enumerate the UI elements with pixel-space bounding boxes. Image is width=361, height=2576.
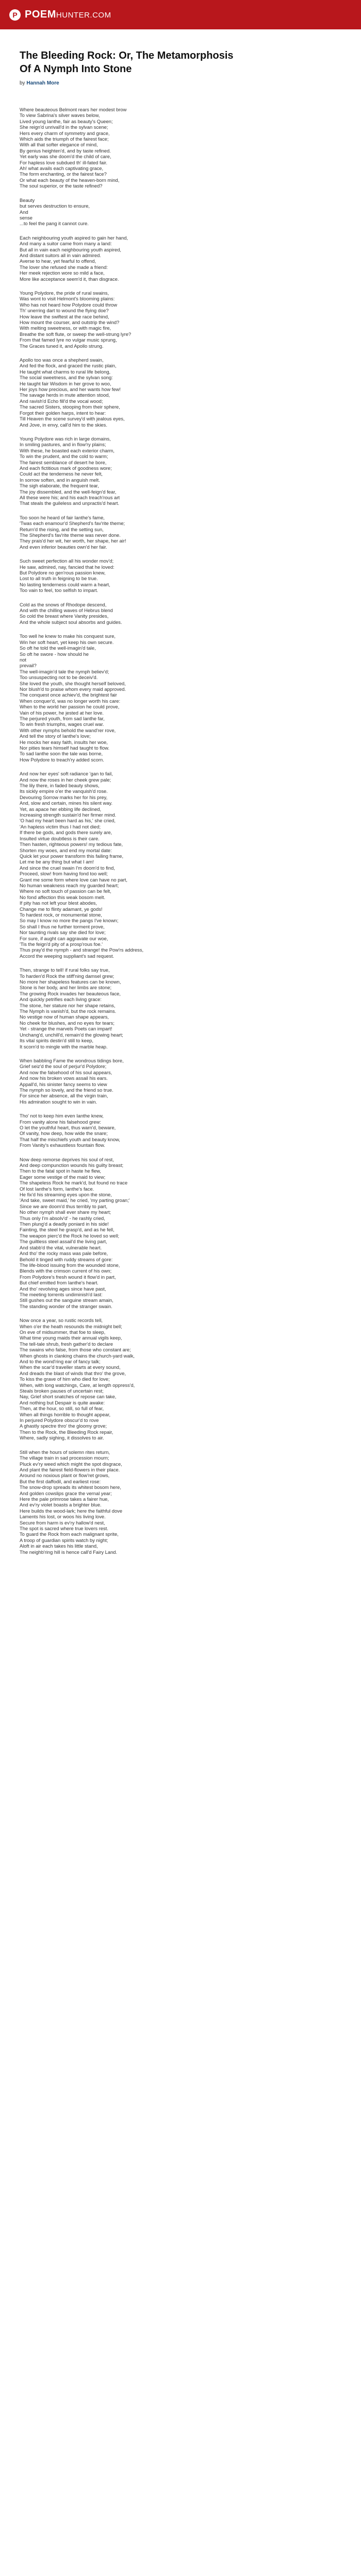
poem-line: Then, at the hour, so still, so full of fear, — [20, 1405, 104, 1412]
poem-line: 'O had my heart been hard as his,' she cried, — [20, 818, 116, 824]
poem-line: No vestige now of human shape appears, — [20, 1014, 109, 1020]
poem-line: The sigh elaborate, the frequent tear, — [20, 483, 99, 489]
stanza — [20, 197, 341, 227]
poem-line: Devouring Sorrow marks her for his prey, — [20, 794, 108, 800]
poem-line: Still gushes out the sanguine stream amain, — [20, 1297, 113, 1303]
poem-line: The spot is sacred where true lovers rest. — [20, 1525, 108, 1531]
poem-line: If pity has not left your blest abodes, — [20, 900, 97, 906]
poem-line: And since the cruel swain I'm doom'd to find, — [20, 865, 115, 871]
poem-line: Young Polydore was rich in large domains, — [20, 435, 111, 442]
poem-line: Could act the tenderness he never felt, — [20, 471, 103, 477]
poem-line: ...to feel the pang it cannot cure. — [20, 221, 89, 227]
poem-line: 'Tis the feign'd pity of a prosp'rous foe.' — [20, 941, 103, 947]
poem-line: Still when the hours of solemn rites return, — [20, 1449, 110, 1455]
poem-line: Its vital spirits destin'd still to keep, — [20, 1038, 93, 1044]
poem-line: When o'er the heath resounds the midnight bell; — [20, 1323, 122, 1329]
poem-line: Averse to hear, yet fearful to offend, — [20, 258, 96, 264]
poem-line: To kiss the grave of him who died for love; — [20, 1376, 110, 1382]
poem-line: No human weakness reach my guarded heart; — [20, 882, 119, 888]
poem-line: The neighb'ring hill is hence call'd Fairy Land. — [20, 1549, 118, 1555]
poem-line: He fix'd his streaming eyes upon the stone, — [20, 1192, 112, 1198]
poem-line: Too well he knew to make his conquest sure, — [20, 633, 116, 639]
poem-line: Then to the Rock, the Bleeding Rock repair, — [20, 1429, 113, 1435]
poem-line: So cold the breast where Vanity presides, — [20, 613, 109, 619]
poem-line: And now his broken vows assail his ears. — [20, 1075, 108, 1081]
poem-line: No lasting tenderness could warm a heart, — [20, 581, 110, 587]
poem-line: The well-imagin'd tale the nymph believ'd; — [20, 668, 109, 674]
poem-line: Yet - strange the marvels Poets can impart! — [20, 1026, 112, 1032]
stanza — [20, 1449, 341, 1555]
by-label: by — [20, 80, 25, 86]
poem-line: And golden cowslips grace the vernal year; — [20, 1490, 112, 1496]
poem-line: But the first daffodil, and earliest rose: — [20, 1478, 101, 1484]
poem-line: And now the falsehood of his soul appears, — [20, 1069, 112, 1075]
poem-line: For hapless love subdued th' ill-fated fair. — [20, 159, 108, 165]
poem-line: Where, sadly sighing, it dissolves to air. — [20, 1435, 104, 1441]
poem-line: The stone, her stature nor her shape retains, — [20, 1002, 116, 1008]
poem-line: He saw, admired, nay, fancied that he loved: — [20, 564, 114, 570]
poem-line: The village train in sad procession mourn; — [20, 1455, 109, 1461]
poem-line: The savage herds in mute attention stood, — [20, 392, 110, 398]
poem-line: And, slow and certain, mines his silent way. — [20, 800, 113, 806]
poem-line: And ravish'd Echo fill'd the vocal wood; — [20, 398, 103, 404]
poem-line: Increasing strength sustain'd her firmer mind. — [20, 812, 117, 818]
poem-line: To win the prudent, and the cold to warm; — [20, 453, 108, 460]
poem-line: Behold it tinged with ruddy streams of gore: — [20, 1256, 113, 1262]
poem-line: 'And take, sweet maid,' he cried, 'my parting groan;' — [20, 1197, 130, 1204]
byline — [20, 80, 341, 87]
poem-line: That half the mischiefs youth and beauty know, — [20, 1136, 120, 1142]
poem-line: When the scar'd traveller starts at every sound, — [20, 1364, 121, 1370]
poem-line: The growing Rock invades her beauteous face, — [20, 990, 121, 996]
stanza — [20, 357, 341, 428]
poem-line: To sad Ianthe soon the tale was borne, — [20, 751, 103, 757]
poem-line: The swains who false, from those who constant are; — [20, 1347, 131, 1353]
poem-line: From vanity alone his falsehood grew: — [20, 1118, 101, 1125]
poem-line: Appall'd, his sinister fancy seems to view — [20, 1081, 107, 1087]
poem-line: And deep compunction wounds his guilty breast; — [20, 1162, 124, 1168]
poem-line: Yet, as apace her ebbing life declined, — [20, 806, 102, 812]
poem-line: To win fresh triumphs, wages cruel war. — [20, 721, 104, 727]
stanza — [20, 1058, 341, 1105]
poem-line: To view Sabrina's silver waves below, — [20, 112, 100, 118]
poem-line: And stabb'd the vital, vulnerable heart. — [20, 1244, 102, 1250]
poem-line: Unchang'd, unchill'd, remain'd the glowing heart; — [20, 1031, 123, 1038]
poem-line: Secure from harm is ev'ry hallow'd nest, — [20, 1519, 105, 1526]
poem-line: Hers every charm of symmetry and grace, — [20, 130, 110, 136]
poem-line: Cold as the snows of Rhodope descend, — [20, 601, 107, 607]
poem-line: No fond affection this weak bosom melt. — [20, 894, 106, 900]
poem-line: When babbling Fame the wondrous tidings bore, — [20, 1057, 124, 1063]
poem-line: Till Heaven the scene survey'd with jealous eyes, — [20, 416, 125, 422]
poem-line: With these, he boasted each exterior charm, — [20, 447, 114, 453]
poem-line: The Graces tuned it, and Apollo strung. — [20, 343, 104, 349]
poem-line: He mocks her easy faith, insults her woe, — [20, 739, 108, 745]
poem-line: He taught fair Wisdom in her grove to woo, — [20, 380, 111, 386]
poem-line: Nor taunting rivals say she died for love; — [20, 929, 106, 936]
poem-line: Here builds the wood-lark; here the faithful dove — [20, 1507, 123, 1514]
poem-line: That steals the guileless and unpractis'd heart. — [20, 500, 120, 506]
poem-line: Quick let your power transform this failing frame, — [20, 853, 124, 859]
poem-line: The lover she refused she made a friend: — [20, 264, 108, 270]
poem-line: Her joys how precious, and her wants how few! — [20, 386, 121, 393]
poem-line: So may I know no more the pangs I've known; — [20, 918, 119, 924]
poem-line: From Polydore's fresh wound it flow'd in part, — [20, 1274, 116, 1280]
poem-line: Here the pale primrose takes a fairer hue, — [20, 1496, 109, 1502]
poem-line: From Vanity's exhaustless fountain flow. — [20, 1142, 105, 1148]
poem-line: Or what each beauty of the heaven-born mind, — [20, 177, 120, 183]
stanza — [20, 602, 341, 625]
poem-line: Win her soft heart, yet keep his own secure. — [20, 639, 114, 645]
stanza — [20, 436, 341, 506]
poem-line: And now her eyes' soft radiance 'gan to fail, — [20, 771, 113, 777]
poem-line: A troop of guardian spirits watch by night; — [20, 1537, 108, 1543]
poem-line: Then hasten, righteous powers! my tedious fate, — [20, 841, 123, 848]
poem-line: The meeting torrents undiminish'd last: — [20, 1291, 103, 1297]
poem-line: Accord the weeping suppliant's sad request. — [20, 953, 114, 959]
poem-line: Yet early was she doom'd the child of care, — [20, 154, 111, 160]
poem-line: The snow-drop spreads its whitest bosom here, — [20, 1484, 121, 1490]
poem-line: Her meek rejection wore so mild a face, — [20, 270, 105, 276]
poem-line: So oft he told the well-imagin'd tale, — [20, 645, 96, 651]
poem-line: What time young maids their annual vigils keep, — [20, 1335, 122, 1341]
poem-line: To hardest rock, or monumental stone, — [20, 911, 102, 918]
poem-line: The Shepherd's fav'rite theme was never done. — [20, 532, 121, 538]
poem-line: The Nymph is vanish'd, but the rock remains. — [20, 1008, 117, 1014]
poem-line: The shapeless Rock he mark'd, but found no trace — [20, 1180, 128, 1186]
poem-line: And each fictitious mark of goodness wore; — [20, 465, 112, 471]
poem-line: With all that softer elegance of mind, — [20, 142, 98, 148]
poem-line: The standing wonder of the stranger swain. — [20, 1303, 112, 1309]
poem-line: But chief emitted from Ianthe's heart. — [20, 1280, 99, 1286]
poem-line: In sorrow soften, and in anguish melt. — [20, 477, 100, 483]
stanza — [20, 558, 341, 593]
stanza — [20, 107, 341, 189]
stanza — [20, 235, 341, 282]
poem-line: A ghastly spectre thro' the gloomy grove; — [20, 1423, 107, 1429]
poem-line: Then plung'd a deadly poniard in his side! — [20, 1221, 109, 1227]
poem-body — [20, 107, 341, 1555]
poem-line: Now deep remorse deprives his soul of rest, — [20, 1156, 114, 1162]
poem-line: From that famed lyre no vulgar music sprung, — [20, 337, 117, 343]
poem-line: The guiltless steel assail'd the living part, — [20, 1239, 107, 1245]
stanza — [20, 515, 341, 550]
poem-line: The sacred Sisters, stooping from their sphere, — [20, 404, 120, 410]
poem-line: Thus pray'd the nymph - and strange! the Pow'rs address, — [20, 947, 144, 953]
poem-line: Of lost Ianthe's form, Ianthe's face. — [20, 1185, 94, 1192]
poem-line: Lived young Ianthe, fair as beauty's Queen; — [20, 118, 113, 124]
poem-line: Blends with the crimson current of his own; — [20, 1268, 112, 1274]
poem-line: And — [20, 209, 28, 215]
poem-line: Then to the fatal spot in haste he flew, — [20, 1168, 101, 1174]
poem-line: When, with long watchings, Care, at length oppress'd, — [20, 1382, 135, 1388]
poem-line: And with the chilling waves of Hebrus blend — [20, 607, 113, 614]
poem-line: When ghosts in clanking chains the church-yard walk, — [20, 1352, 135, 1359]
poem-line: No more her shapeless features can be known, — [20, 979, 121, 985]
poem-line: Th' unerring dart to wound the flying doe? — [20, 308, 109, 314]
poem-line: And fed the flock, and graced the rustic plain, — [20, 363, 117, 369]
poem-line: For since her absence, all the virgin train, — [20, 1093, 108, 1099]
poem-line: Now once a year, so rustic records tell, — [20, 1317, 103, 1324]
poem-line: not — [20, 656, 27, 663]
poem-line: The tell-tale shrub, fresh gather'd to declare — [20, 1341, 113, 1347]
poem-line: Tho' not to keep him even Ianthe knew, — [20, 1113, 104, 1119]
poem-line: 'Twas each enamour'd Shepherd's fav'rite theme; — [20, 520, 125, 527]
poem-line: Around no noxious plant or flow'ret grows, — [20, 1472, 110, 1479]
poem-line: Young Polydore, the pride of rural swains, — [20, 290, 109, 296]
poem-line: How leave the swiftest at the race behind, — [20, 313, 109, 319]
poem-line: The lily there, in faded beauty shows, — [20, 783, 100, 789]
poem-line: Change me to flinty adamant, ye gods! — [20, 906, 103, 912]
poem-line: When conquer'd, was no longer worth his care: — [20, 698, 121, 704]
poem-line: Nay, Grief short snatches of repose can take, — [20, 1394, 117, 1400]
poem-line: Too vain to feel, too selfish to impart. — [20, 587, 99, 594]
poem-line: The fairest semblance of desert he bore, — [20, 459, 107, 465]
poem-line: Vain of his power, he jested at her love. — [20, 709, 104, 716]
stanza — [20, 290, 341, 349]
poem-line: Nor blush'd to praise whom every maid approved. — [20, 686, 126, 692]
poem-line: Proceed, slow! from having fond too well; — [20, 871, 108, 877]
poem-line: No cheek for blushes, and no eyes for tears; — [20, 1020, 114, 1026]
stanza — [20, 1157, 341, 1310]
top-bar — [0, 0, 361, 29]
poem-line: The conquest once achiev'd, the brightest fair — [20, 692, 117, 698]
poem-line: Apollo too was once a shepherd swain, — [20, 357, 104, 363]
poem-line: Forgot their golden harps, intent to hear: — [20, 410, 106, 416]
poem-line: Let me be any thing but what I am! — [20, 859, 94, 865]
poem-line: When all things horrible to thought appear, — [20, 1411, 111, 1417]
poem-line: Lost to all truth in feigning to be true. — [20, 575, 98, 582]
poem-line: Thus only I'm absolv'd' - he rashly cried, — [20, 1215, 105, 1221]
poem-line: Where beauteous Belmont rears her modest brow — [20, 107, 127, 112]
poem-line: Nor pities tears himself had taught to flow. — [20, 745, 110, 751]
poem-line: How Polydore to treach'ry added scorn. — [20, 756, 104, 762]
poem-line: On eve of midsummer, that foe to sleep, — [20, 1329, 106, 1335]
poem-line: And tho' the rocky mass was pale before, — [20, 1250, 108, 1257]
poem-line: His admiration sought to win in vain. — [20, 1098, 97, 1105]
poem-line: sense — [20, 214, 33, 221]
poem-line: She reign'd unrivall'd in the sylvan scene; — [20, 124, 108, 130]
poem-line: So oft he swore - how should he — [20, 651, 89, 657]
poem-line: Such sweet perfection all his wonder mov'd; — [20, 558, 114, 564]
poem-line: They prais'd her wit, her worth, her shape, her air! — [20, 538, 126, 544]
poem-line: Of vanity, how deep, how wide the snare; — [20, 1130, 108, 1137]
poem-line: The soul superior, or the taste refined? — [20, 183, 103, 189]
poem-line: Then, strange to tell! if rural folks say true, — [20, 967, 110, 973]
stanza — [20, 967, 341, 1049]
poem-line: but serves destruction to ensure, — [20, 203, 90, 209]
poem-line: If there be gods, and gods there surely are, — [20, 829, 112, 836]
poem-line: Aloft in air each takes his little stand, — [20, 1543, 98, 1549]
poem-line: Pluck ev'ry weed which might the spot disgrace, — [20, 1461, 122, 1467]
poem-line: Beauty — [20, 197, 35, 203]
poem-line: The joy dissembled, and the well-feign'd fear, — [20, 488, 117, 495]
site-logo[interactable] — [9, 9, 111, 21]
poem-line: Ah! what avails each captivating grace, — [20, 165, 104, 172]
poem-line: O let the youthful heart, thus warn'd, beware, — [20, 1124, 116, 1130]
poem-line: Fainting, the steel he grasp'd, and as he fell, — [20, 1227, 114, 1233]
poem-line: Stone is her body, and her limbs are stone; — [20, 985, 112, 991]
poem-line: Its sickly empire o'er the vanquish'd rose. — [20, 788, 108, 794]
poem-line: When to the world her passion he could prove, — [20, 704, 120, 710]
poem-line: She loved the youth, she thought herself beloved, — [20, 680, 126, 686]
poem-line: And ev'ry violet boasts a brighter blue. — [20, 1502, 102, 1508]
poem-line: The perjured youth, from sad Ianthe far, — [20, 715, 105, 721]
poem-line: And many a suitor came from many a land: — [20, 241, 112, 247]
poem-line: More like acceptance seem'd it, than disgrace. — [20, 276, 119, 282]
poem-line: Return'd the rising, and the setting sun, — [20, 526, 104, 532]
poem-line: Steals broken pauses of uncertain rest; — [20, 1388, 104, 1394]
poem-line: And Jove, in envy, call'd him to the skies. — [20, 421, 107, 428]
poem-line: Eager some vestige of the maid to view; — [20, 1174, 106, 1180]
poem-line: And nothing but Despair is quite awake: — [20, 1399, 105, 1405]
poem-line: And tell the story of Ianthe's love; — [20, 733, 91, 739]
poem-line: And tho' revolving ages since have past, — [20, 1285, 106, 1292]
logo-mark-icon: P — [9, 9, 21, 21]
poem-line: And dreads the blast of winds that thro' the grove, — [20, 1370, 126, 1376]
poem-line: In smiling pastures, and in flow'ry plains; — [20, 442, 106, 448]
stanza — [20, 1113, 341, 1148]
poem-line: He taught what charms to rural life belong, — [20, 368, 111, 375]
stanza — [20, 633, 341, 762]
poem-line: prevail? — [20, 663, 37, 669]
author-link[interactable]: Hannah More — [26, 80, 59, 86]
logo-text: POEMHUNTER.COM — [25, 9, 111, 20]
poem-line: The form enchanting, or the fairest face? — [20, 171, 107, 177]
poem-line: To harden'd Rock the stiff'ning damsel grew; — [20, 973, 114, 979]
poem-line: Which aids the triumph of the fairest face; — [20, 136, 109, 142]
poem-line: 'An hapless victim thus I had not died; — [20, 823, 101, 829]
poem-line: Laments his lost, or woos his living love. — [20, 1514, 106, 1520]
poem-line: Too soon he heard of fair Ianthe's fame, — [20, 514, 105, 520]
poem-line: It scorn'd to mingle with the marble heap. — [20, 1043, 108, 1049]
poem-title: The Bleeding Rock: Or, The Metamorphosis Of A Nymph Into Stone — [20, 50, 234, 75]
poem-line: Since we are doom'd thus terribly to part, — [20, 1203, 108, 1209]
poem-line: And distant suitors all in vain admired. — [20, 252, 101, 258]
poem-line: With other nymphs behold the wand'rer rove, — [20, 727, 116, 733]
poem-line: And the whole subject soul absorbs and guides. — [20, 619, 122, 625]
poem-line: By genius heighten'd, and by taste refined. — [20, 147, 111, 154]
poem-line: How mount the courser, and outstrip the wind? — [20, 319, 120, 325]
poem-line: Where no soft touch of passion can be felt, — [20, 888, 111, 894]
poem-line: The social sweetness, and the sylvan song: — [20, 375, 113, 381]
poem-line: Was wont to visit Helmont's blooming plains: — [20, 296, 115, 302]
poem-line: Too unsuspecting not to be deceiv'd. — [20, 674, 98, 681]
stanza — [20, 771, 341, 959]
poem-line: Grant me some form where love can have no part, — [20, 876, 127, 883]
poem-line: The weapon pierc'd the Rock he loved so well; — [20, 1232, 120, 1239]
poem-line: And quickly petrifies each living grace: — [20, 996, 102, 1003]
poem-line: In perjured Polydore obscur'd to rove — [20, 1417, 99, 1423]
poem-line: All these were his; and his each treach'rous art — [20, 494, 120, 500]
poem-line: For sure, if aught can aggravate our woe, — [20, 935, 108, 941]
poem-line: And plant the fairest field-flowers in their place. — [20, 1466, 120, 1472]
poem-line: The life-blood issuing from the wounded stone, — [20, 1262, 120, 1268]
poem-line: And now the roses in her cheek grew pale; — [20, 776, 111, 783]
poem-line: Who has not heard how Polydore could throw — [20, 301, 118, 308]
poem-line: To guard the Rock from each malignant sprite, — [20, 1531, 119, 1537]
poem-line: But Polydore no gen'rous passion knew, — [20, 570, 106, 576]
poem-line: Grief seiz'd the soul of perjur'd Polydore; — [20, 1063, 107, 1070]
poem-line: With melting sweetness, or with magic fire, — [20, 325, 111, 331]
stanza — [20, 1317, 341, 1441]
poem-line: The nymph so lovely, and the friend so true. — [20, 1087, 113, 1093]
poem-content — [20, 49, 341, 1563]
poem-line: Breathe the soft flute, or sweep the well-strung lyre? — [20, 331, 132, 337]
poem-line: Each neighbouring youth aspired to gain her hand, — [20, 234, 128, 241]
poem-line: And even inferior beauties own'd her fair. — [20, 544, 107, 550]
poem-line: So shall I thus ne further torment prove, — [20, 923, 105, 929]
poem-line: But all in vain each neighbouring youth aspired, — [20, 246, 122, 252]
poem-line: Shorten my woes, and end my mortal date: — [20, 847, 112, 853]
poem-line: And to the wond'ring ear of fancy talk; — [20, 1359, 101, 1364]
poem-line: Insulted virtue doubtless is their care. — [20, 835, 100, 841]
poem-line: No other nymph shall ever share my heart; — [20, 1209, 111, 1215]
